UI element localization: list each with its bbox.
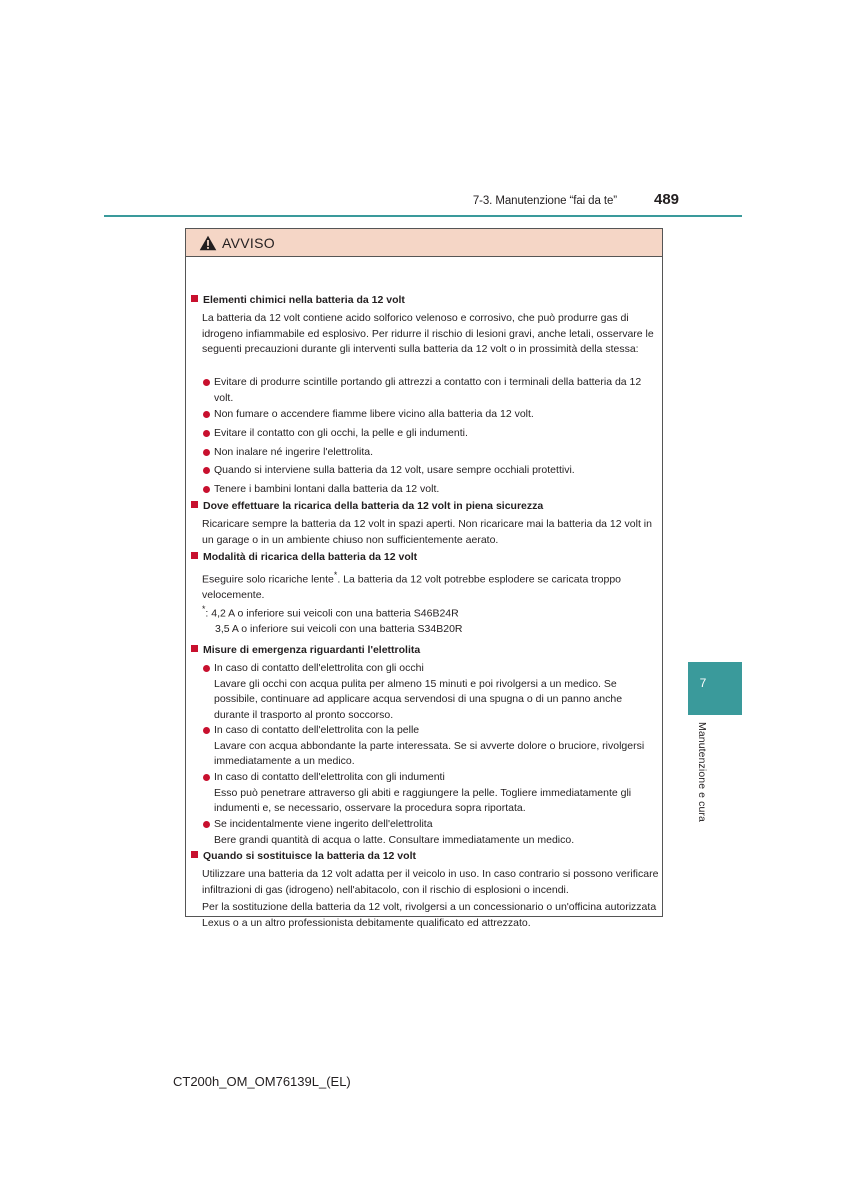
dot-bullet-icon [203,486,210,493]
chemicals-paragraph: La batteria da 12 volt contiene acido solforico velenoso e corrosivo, che può produrre gas di idrogeno infiammabile ed esplosivo. Per ridurre il rischio di lesioni gravi, anche letali, osservare le seguenti precauzioni durante gli interventi sulla batteria da 12 volt o in prossimità della stessa: [202,312,654,355]
list-item: Non fumare o accendere fiamme libere vicino alla batteria da 12 volt. [202,407,659,423]
charging-location-paragraph: Ricaricare sempre la batteria da 12 volt in spazi aperti. Non ricaricare mai la batteria da 12 volt in un garage o in un ambiente chiuso non sufficientemente aerato. [202,518,652,546]
section-heading-charging-mode: Modalità di ricarica della batteria da 12 volt [191,551,417,563]
replacement-paragraph-2: Per la sostituzione della batteria da 12 volt, rivolgersi a un concessionario o un'officina autorizzata Lexus o a un altro professionista debitamente qualificato ed attrezzato. [202,901,657,929]
warning-triangle-icon [199,235,217,251]
replacement-paragraph-1: Utilizzare una batteria da 12 volt adatta per il veicolo in uso. In caso contrario si possono verificare infiltrazioni di gas (idrogeno) nell'abitacolo, con il rischio di esplosioni o incendi. [202,868,659,896]
list-item: Se incidentalmente viene ingerito dell'elettrolita Bere grandi quantità di acqua o latte. Consultare immediatamente un medico. [202,817,659,848]
page-number: 489 [654,191,680,208]
square-bullet-icon [191,645,198,652]
section-label: 7-3. Manutenzione “fai da te” [472,195,617,207]
dot-bullet-icon [203,449,210,456]
list-item: In caso di contatto dell'elettrolita con gli occhi Lavare gli occhi con acqua pulita per almeno 15 minuti e poi rivolgersi a un medico. Se possibile, continuare ad applicare acqua servendosi di una spugna o di un panno anche durante il trasporto al pronto soccorso. [202,661,659,723]
list-item: Tenere i bambini lontani dalla batteria da 12 volt. [202,482,659,498]
section-heading-charging-location: Dove effettuare la ricarica della batteria da 12 volt in piena sicurezza [191,500,543,512]
list-item: Quando si interviene sulla batteria da 12 volt, usare sempre occhiali protettivi. [202,463,659,479]
dot-bullet-icon [203,665,210,672]
square-bullet-icon [191,295,198,302]
list-item: In caso di contatto dell'elettrolita con gli indumenti Esso può penetrare attraverso gli abiti e raggiungere la pelle. Togliere immediatamente gli indumenti e, se necessario, osservare la procedura sopra riportata. [202,770,659,817]
list-item: Evitare di produrre scintille portando gli attrezzi a contatto con i terminali della batteria da 12 volt. [202,375,659,406]
chapter-number: 7 [699,676,707,690]
charging-mode-paragraph: Eseguire solo ricariche lente*. La batteria da 12 volt potrebbe esplodere se caricata troppo velocemente. [202,570,621,601]
warning-title: AVVISO [222,234,275,251]
dot-bullet-icon [203,379,210,386]
header-rule [104,215,742,217]
document-code: CT200h_OM_OM76139L_(EL) [173,1074,351,1089]
dot-bullet-icon [203,727,210,734]
dot-bullet-icon [203,467,210,474]
section-heading-chemicals: Elementi chimici nella batteria da 12 volt [191,294,405,306]
section-heading-replacement: Quando si sostituisce la batteria da 12 volt [191,850,416,862]
dot-bullet-icon [203,430,210,437]
warning-header [186,229,662,257]
square-bullet-icon [191,552,198,559]
footnote: *: 4,2 A o inferiore sui veicoli con una batteria S46B24R 3,5 A o inferiore sui veicoli con una batteria S34B20R [202,604,463,635]
dot-bullet-icon [203,774,210,781]
square-bullet-icon [191,501,198,508]
list-item: Non inalare né ingerire l'elettrolita. [202,445,659,461]
chapter-title: Manutenzione e cura [696,722,708,822]
list-item: In caso di contatto dell'elettrolita con la pelle Lavare con acqua abbondante la parte interessata. Se si avverte dolore o bruciore, rivolgersi immediatamente a un medico. [202,723,659,770]
dot-bullet-icon [203,411,210,418]
warning-box [185,228,663,929]
chapter-tab[interactable] [688,662,742,715]
dot-bullet-icon [203,821,210,828]
list-item: Evitare il contatto con gli occhi, la pelle e gli indumenti. [202,426,659,442]
square-bullet-icon [191,851,198,858]
section-heading-emergency: Misure di emergenza riguardanti l'elettrolita [191,644,420,656]
